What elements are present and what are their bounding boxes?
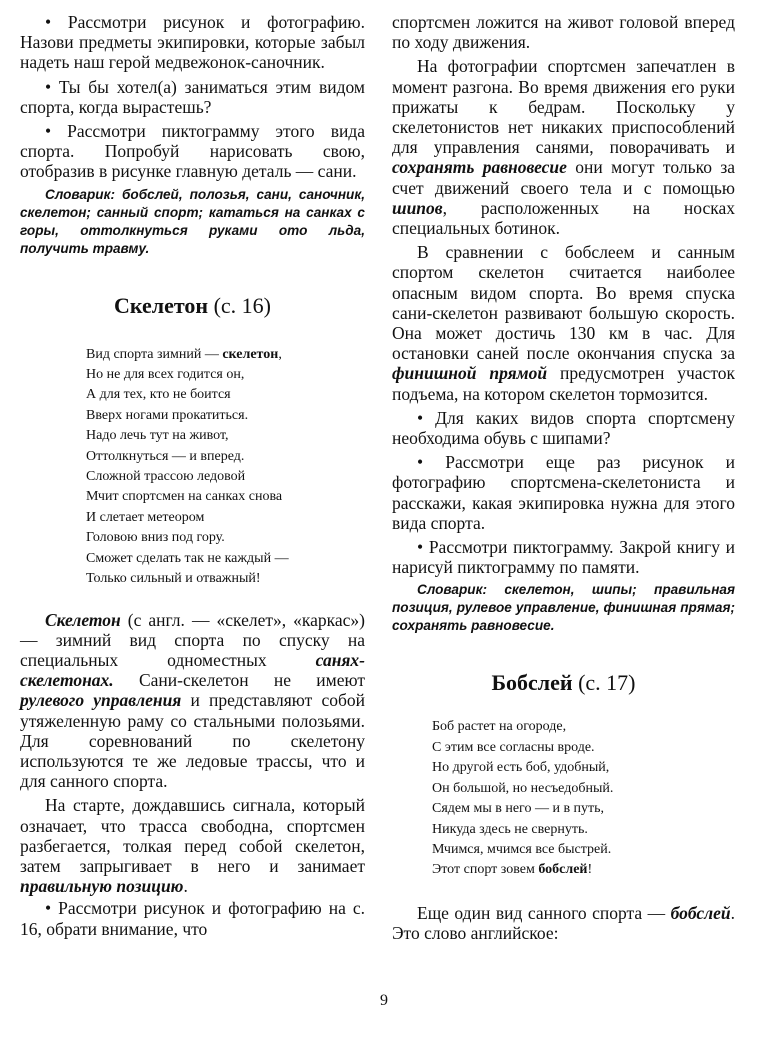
poem-line: Вид спорта зимний — скелетон, — [86, 346, 282, 362]
section-heading-bobsleigh — [392, 669, 735, 697]
poem-line: Вверх ногами прокатиться. — [86, 407, 249, 423]
paragraph-start: На старте, дождавшись сигнала, который означает, что трасса свободна, спортсмен разбегается, толкая перед собой скелетон, затем запрыгивает в него и занимает правильную позицию. — [20, 795, 365, 897]
poem-line: С этим все согласны вроде. — [432, 739, 595, 755]
poem-line: Сложной трассою ледовой — [86, 469, 246, 485]
poem-line: Но не для всех годится он, — [86, 367, 245, 383]
paragraph-skeleton-definition: Скелетон (с англ. — «скелет», «каркас») — зимний вид спорта по спуску на специальных одноместных санях-скелетонах. Сани-скелетон не имеют рулевого управления и представляют собой утяжеленную раму со стальными полозьями. Для соревнований по скелетону используются те же ледовые трассы, что и для санного спорта. — [20, 609, 365, 792]
task-pictogram-memory: • Рассмотри пиктограмму. Закрой книгу и нарисуй пиктограмму по памяти. — [392, 537, 735, 578]
poem-line: Только сильный и отважный! — [86, 571, 261, 587]
paragraph-continuation: спортсмен ложится на живот головой вперед по ходу движения. — [392, 12, 735, 53]
task-equipment: • Рассмотри еще раз рисунок и фотографию спортсмена-скелетониста и расскажи, какая экипировка нужна для этого вида спорта. — [392, 452, 735, 533]
poem-line: Мчимся, мчимся все быстрей. — [432, 841, 612, 857]
poem-line: Боб растет на огороде, — [432, 719, 567, 735]
poem-line: Мчит спортсмен на санках снова — [86, 489, 283, 505]
poem-line: Сможет сделать так не каждый — — [86, 550, 289, 566]
poem-line: Но другой есть боб, удобный, — [432, 760, 610, 776]
task-would-you-like: • Ты бы хотел(а) заниматься этим видом спорта, когда вырастешь? — [20, 76, 365, 117]
left-column — [20, 12, 365, 939]
task-pictogram-draw: • Рассмотри пиктограмму этого вида спорта. Попробуй нарисовать свою, отобразив в рисунке главную деталь — сани. — [20, 121, 365, 182]
poem-line: Головою вниз под гору. — [86, 530, 225, 546]
right-column — [392, 12, 735, 943]
section-title: Скелетон — [113, 292, 209, 318]
section-page-ref: (с. 17) — [578, 670, 636, 696]
poem-line: А для тех, кто не боится — [86, 387, 231, 403]
poem-line: Никуда здесь не свернуть. — [432, 821, 588, 837]
poem-bobsleigh — [432, 717, 735, 880]
section-heading-skeleton — [20, 292, 365, 320]
poem-line: Надо лечь тут на живот, — [86, 428, 229, 444]
paragraph-bobsleigh-intro: Еще один вид санного спорта — бобслей. Это слово английское: — [392, 902, 735, 943]
paragraph-danger: В сравнении с бобслеем и санным спортом скелетон считается наиболее опасным видом спорта. Во время спуска сани-скелетон развивают большую скорость. Она может достичь 130 км в час. Для остановки саней после окончания спуска за финишной прямой предусмотрен участок подъема, на котором скелетон тормозится. — [392, 242, 735, 404]
poem-line: Оттолкнуться — и вперед. — [86, 448, 245, 464]
poem-line: Этот спорт зовем бобслей! — [432, 862, 593, 878]
section-page-ref: (с. 16) — [213, 292, 271, 318]
page-number: 9 — [380, 992, 388, 1009]
poem-line: Сядем мы в него — и в путь, — [432, 801, 605, 817]
task-find-equipment: • Рассмотри рисунок и фотографию. Назови предметы экипировки, которые забыл надеть наш герой медвежонок-саночник. — [20, 12, 365, 73]
vocabulary-skeleton: Словарик: скелетон, шипы; правильная позиция, рулевое управление, финишная прямая; сохранять равновесие. — [392, 582, 735, 634]
task-spiked-shoes: • Для каких видов спорта спортсмену необходима обувь с шипами? — [392, 407, 735, 449]
vocabulary-luge: Словарик: бобслей, полозья, сани, саночник, скелетон; санный спорт; кататься на санках с горы, оттолкнуться руками ото льда, получить травму. — [20, 186, 365, 256]
section-title: Бобслей — [491, 670, 573, 696]
poem-line: Он большой, но несъедобный. — [432, 780, 614, 796]
paragraph-photo: На фотографии спортсмен запечатлен в момент разгона. Во время движения его руки прижаты к бедрам. Поскольку у скелетонистов нет никаких приспособлений для управления санями, поворачивать и сохранять равновесие они могут только за счет движений своего тела и с помощью шипов, расположенных на носках специальных ботинок. — [392, 56, 736, 239]
poem-line: И слетает метеором — [86, 509, 205, 525]
poem-skeleton — [86, 345, 365, 590]
task-look-photo: • Рассмотри рисунок и фотографию на с. 16, обрати внимание, что — [20, 898, 365, 939]
